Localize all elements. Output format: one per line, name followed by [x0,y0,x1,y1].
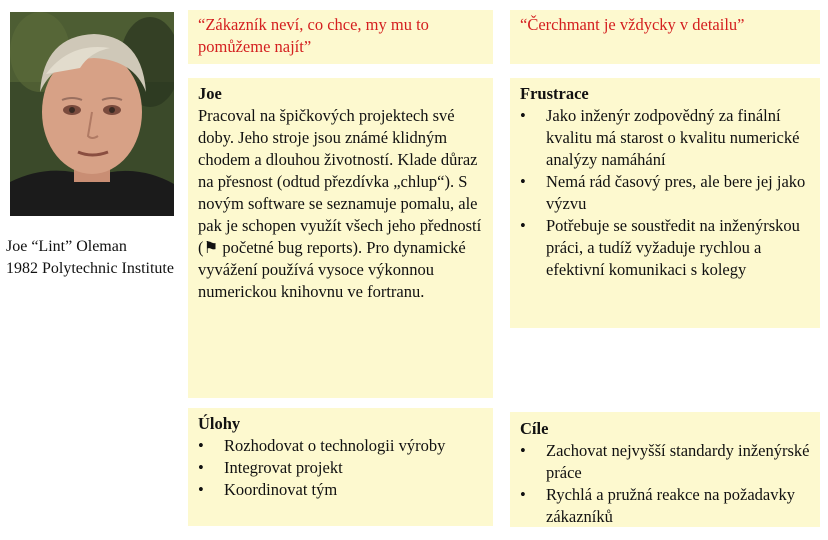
bullet-icon: • [520,441,526,460]
bio-box [188,78,493,398]
list-item: • Koordinovat tým [198,480,338,499]
bullet-icon: • [520,485,526,504]
quote-box-left [188,10,493,64]
tasks-heading: Úlohy [198,414,241,433]
bio-heading: Joe [198,84,222,103]
list-item: • Zachovat nejvyšší standardy inženýrské práce [520,441,810,482]
persona-photo [10,12,174,216]
goals-box [510,412,820,527]
frustrations-list [520,105,810,281]
list-item: • Rozhodovat o technologii výroby [198,436,446,455]
list-item: • Integrovat projekt [198,458,343,477]
portrait-photo-icon [10,12,174,216]
goals-heading: Cíle [520,419,549,438]
bullet-icon: • [520,172,526,191]
bullet-icon: • [198,480,204,499]
persona-caption [6,236,176,280]
quote-right-text: “Čerchmant je vždycky v detailu” [520,15,745,34]
list-item: • Nemá rád časový pres, ale bere jej jako výzvu [520,172,806,213]
persona-name: Joe “Lint” Oleman [6,238,127,255]
quote-left-text: “Zákazník neví, co chce, my mu to pomůžeme najít” [198,15,429,56]
goals-list [520,440,810,528]
persona-school: 1982 Polytechnic Institute [6,260,174,277]
frustrations-heading: Frustrace [520,84,589,103]
bullet-icon: • [198,436,204,455]
list-item: • Jako inženýr zodpovědný za finální kvalitu má starost o kvalitu numerické analýzy namáhání [520,106,800,169]
list-item: • Rychlá a pružná reakce na požadavky zákazníků [520,485,795,526]
quote-box-right [510,10,820,64]
bio-text: Pracoval na špičkových projektech své doby. Jeho stroje jsou známé klidným chodem a dlouhou životností. Klade důraz na přesnost (odtud přezdívka „chlup“). S novým software se seznamuje pomalu, ale pak je schopen využít všech jeho předností (⚑ početné bug reports). Pro dynamické vyvážení používá vysoce výkonnou numerickou knihovnu ve fortranu. [198,106,482,301]
list-item: • Potřebuje se soustředit na inženýrskou práci, a tudíž vyžaduje rychlou a efektivní komunikaci s kolegy [520,216,800,279]
frustrations-box [510,78,820,328]
tasks-box [188,408,493,526]
tasks-list [198,435,483,501]
bullet-icon: • [520,216,526,235]
bullet-icon: • [520,106,526,125]
bullet-icon: • [198,458,204,477]
